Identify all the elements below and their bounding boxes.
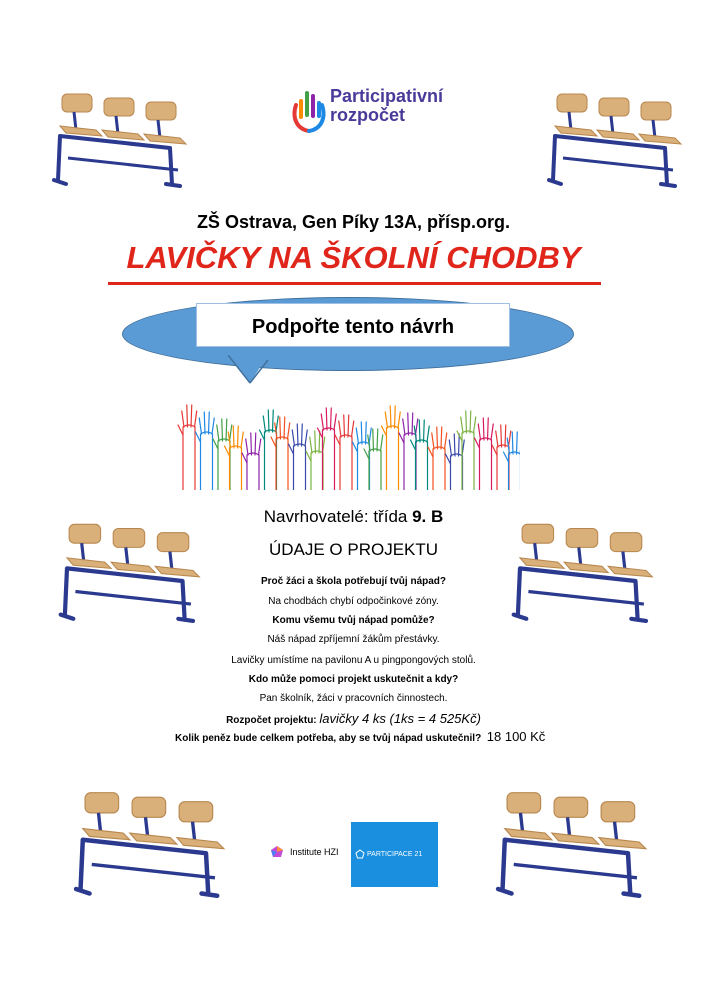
answer-why: Na chodbách chybí odpočinkové zóny. — [268, 596, 439, 607]
participace-21-label: PARTICIPACE 21 — [367, 851, 423, 858]
title-underline — [108, 282, 601, 285]
total-cost-value: 18 100 Kč — [486, 729, 546, 744]
question-who-helps: Kdo může pomoci projekt uskutečnit a kdy? — [248, 674, 459, 685]
participativni-rozpocet-logo — [290, 85, 460, 135]
speech-bubble-tail — [228, 355, 278, 385]
answer-location: Lavičky umístíme na pavilonu A u pingpongových stolů. — [231, 655, 476, 666]
bench-image-bottom-right — [492, 786, 652, 898]
school-name: ZŠ Ostrava, Gen Píky 13A, přísp.org. — [196, 212, 511, 232]
budget-value: lavičky 4 ks (1ks = 4 525Kč) — [319, 711, 481, 726]
logo-line-1: Participativní — [330, 86, 444, 106]
hzi-pentagon-icon — [270, 845, 284, 859]
participace-21-logo — [351, 822, 438, 887]
budget-label: Rozpočet projektu: — [226, 715, 320, 726]
pentagon-outline-icon — [355, 849, 365, 859]
proposers-label: Navrhovatelé: třída — [263, 507, 413, 526]
question-who-benefits: Komu všemu tvůj nápad pomůže? — [272, 615, 435, 626]
project-title: LAVIČKY NA ŠKOLNÍ CHODBY — [126, 240, 581, 275]
proposers-line — [0, 507, 707, 527]
support-proposal-text: Podpořte tento návrh — [251, 316, 455, 338]
proposers-value: 9. B — [412, 507, 444, 526]
answer-who-benefits: Náš nápad zpříjemní žákům přestávky. — [267, 634, 440, 645]
raised-hands-illustration — [175, 393, 520, 490]
logo-line-2: rozpočet — [330, 105, 406, 125]
bench-image-bottom-left — [70, 786, 230, 898]
answer-who-helps: Pan školník, žáci v pracovních činnostech. — [259, 693, 448, 704]
budget-line — [0, 711, 707, 726]
bench-image-mid-right — [508, 518, 658, 623]
section-title: ÚDAJE O PROJEKTU — [268, 540, 439, 559]
bench-image-top-left — [50, 88, 190, 188]
bench-image-top-right — [545, 88, 685, 188]
total-cost-label: Kolik peněz bude celkem potřeba, aby se tvůj nápad uskutečnil? — [175, 733, 482, 744]
hzi-label: Institute HZI — [290, 847, 339, 857]
support-proposal-box — [196, 303, 510, 347]
total-cost-line — [175, 729, 545, 744]
question-why: Proč žáci a škola potřebují tvůj nápad? — [260, 576, 447, 587]
bench-image-mid-left — [55, 518, 205, 623]
raised-hands-logo-icon — [290, 85, 328, 133]
